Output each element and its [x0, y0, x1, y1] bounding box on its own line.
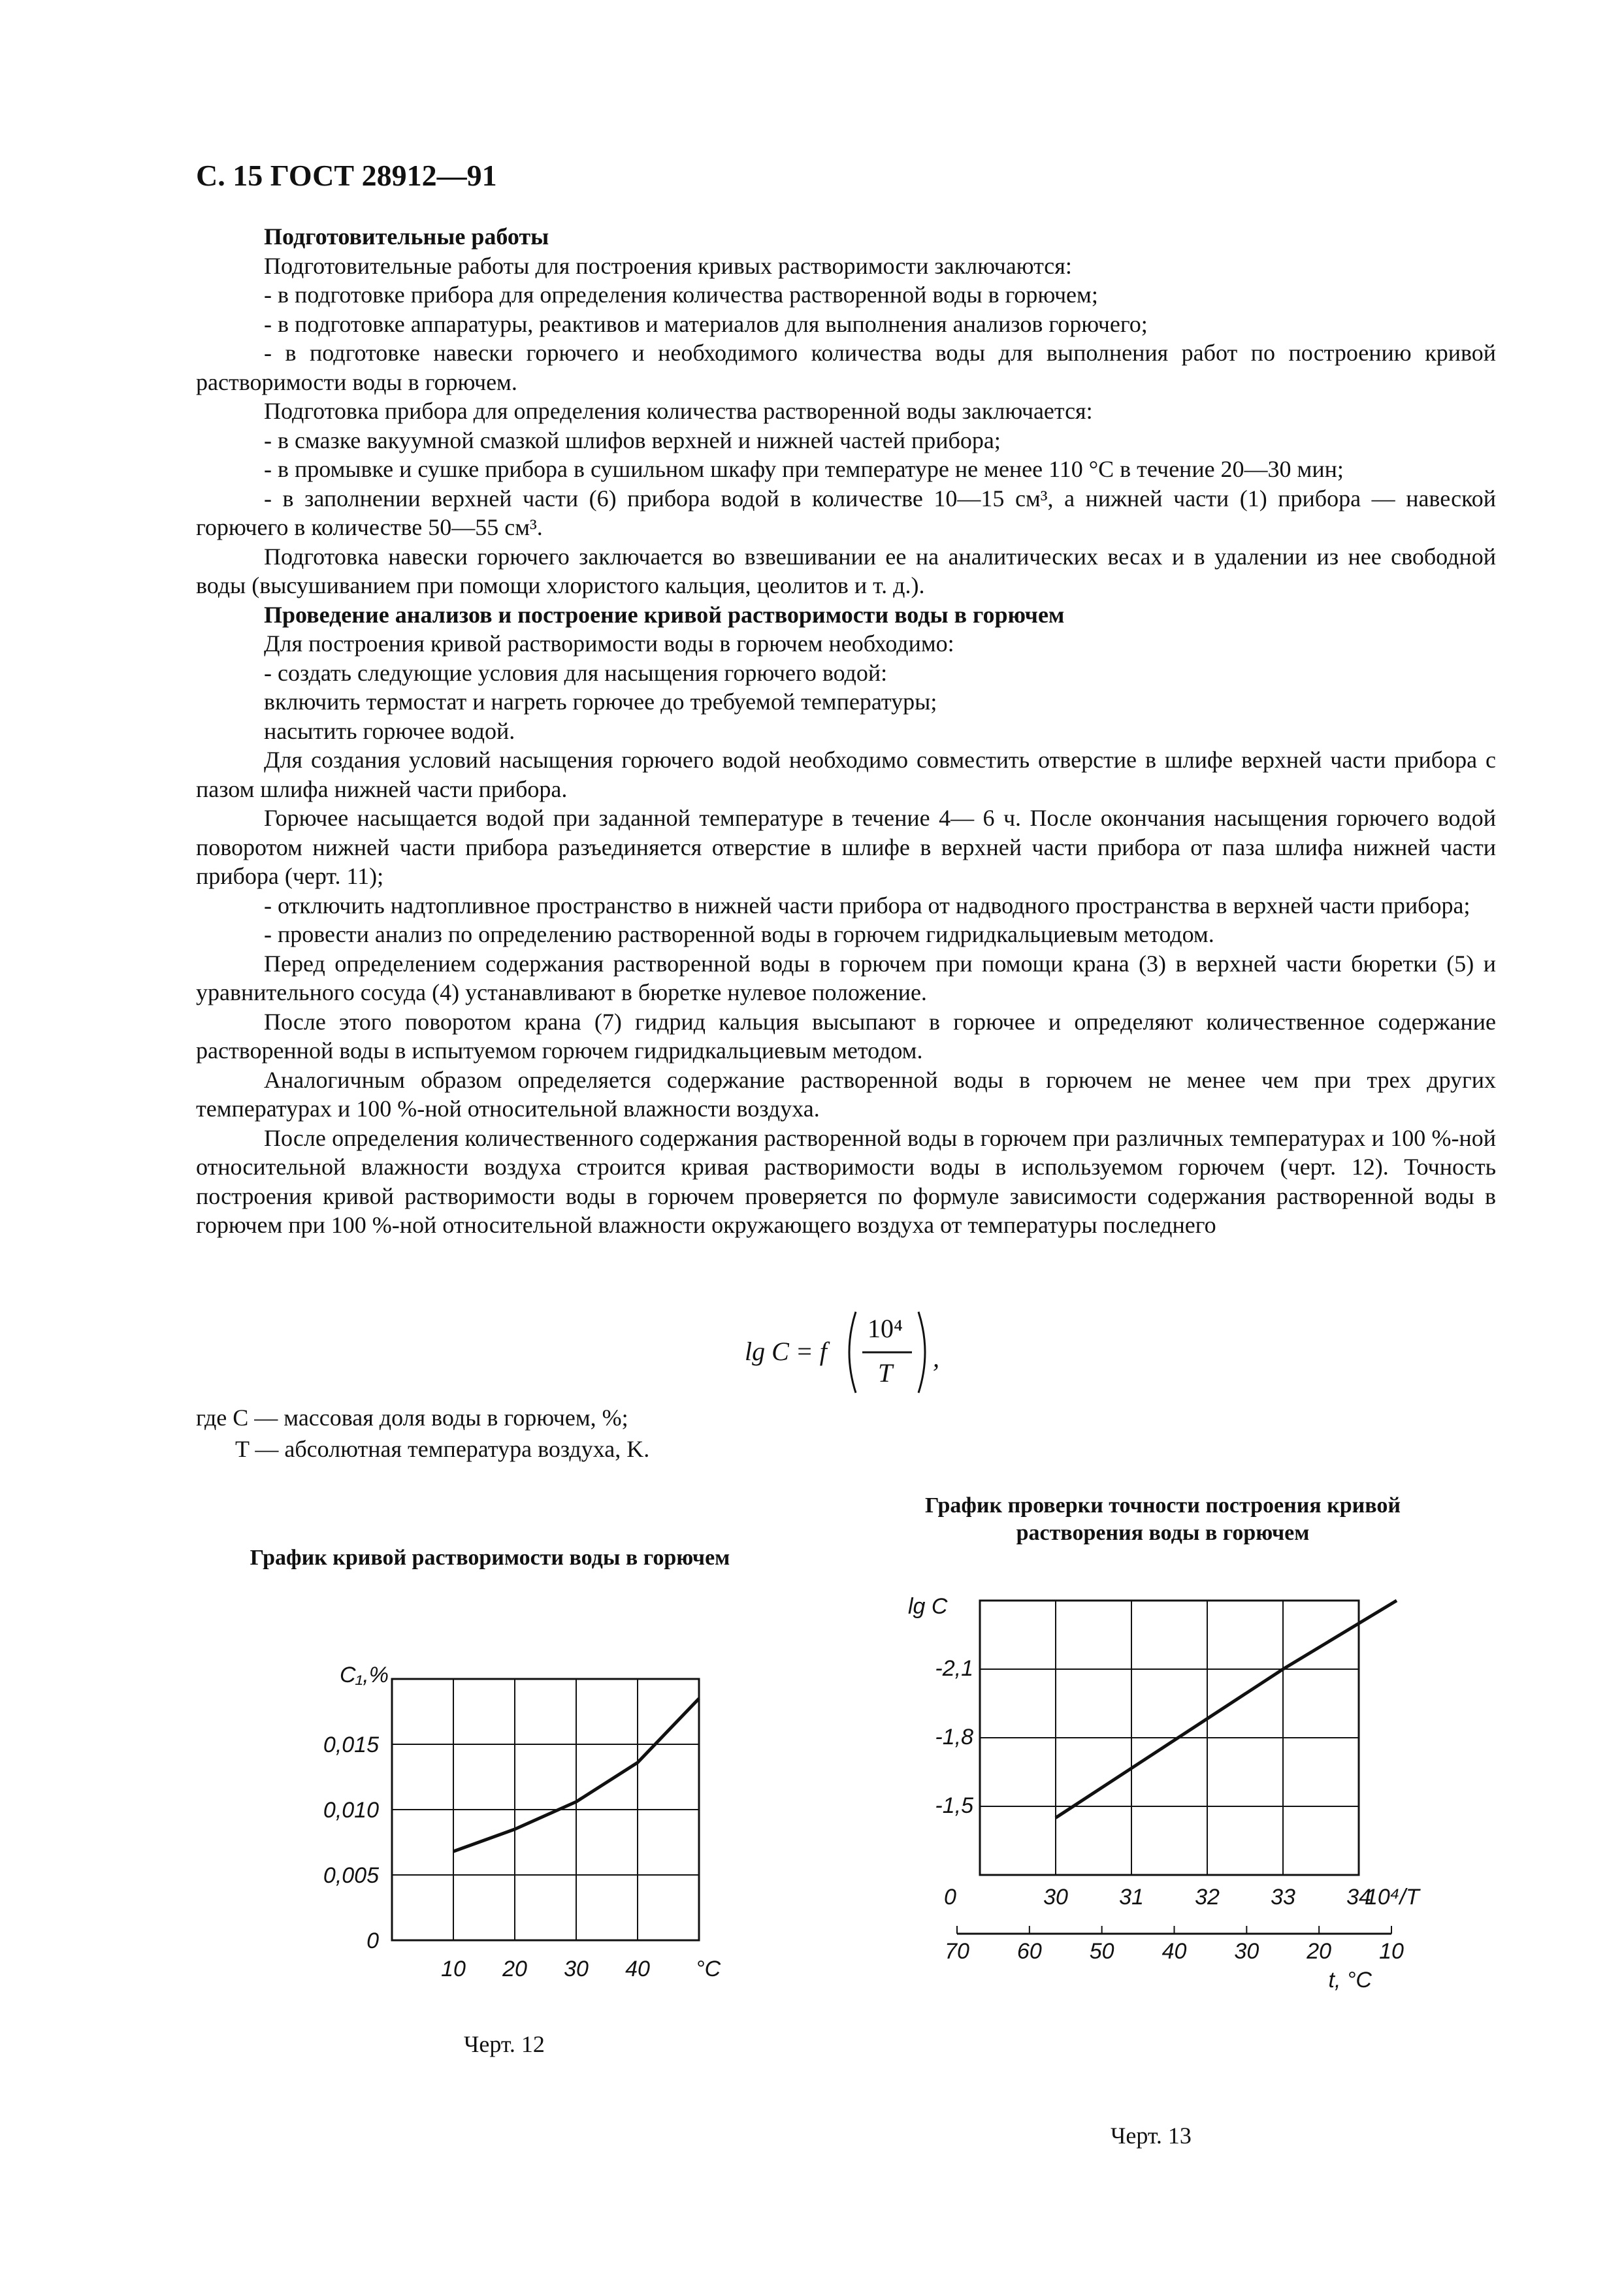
chart12-caption: Черт. 12: [464, 2031, 545, 2057]
paragraph: - в подготовке прибора для определения количества растворенной воды в горючем;: [264, 282, 1098, 308]
y-tick-label: -1,5: [935, 1793, 973, 1818]
paragraph: Подготовка прибора для определения количества растворенной воды заключается:: [264, 398, 1093, 424]
formula-denominator: T: [878, 1358, 893, 1388]
x-tick-label: 30: [564, 1957, 589, 1981]
verification-line: [1056, 1601, 1397, 1818]
y-axis-label: C₁,%: [340, 1663, 389, 1687]
paragraph: Подготовительные работы для построения кривых растворимости заключаются:: [264, 252, 1072, 279]
paragraph: После этого поворотом крана (7) гидрид кальция высыпают в горючее и определяют количественное содержание растворенной воды в испытуемом горючем гидридкальциевым методом.: [196, 1008, 1496, 1064]
secondary-tick-label: 20: [1307, 1939, 1332, 1964]
secondary-tick-label: 60: [1016, 1939, 1042, 1964]
chart13-caption: Черт. 13: [1111, 2123, 1192, 2149]
paragraph: Для построения кривой растворимости воды в горючем необходимо:: [264, 630, 954, 657]
paragraph: - провести анализ по определению растворенной воды в горючем гидридкальциевым методом.: [264, 921, 1214, 947]
x-axis-label: °C: [696, 1957, 721, 1981]
x-tick-label: 31: [1119, 1885, 1144, 1910]
origin-label: 0: [944, 1885, 956, 1910]
body-text: [196, 222, 1496, 1240]
secondary-axis-label: t, °C: [1328, 1968, 1372, 1993]
formula-lhs: lg C = f: [745, 1337, 827, 1366]
where-c: где C — массовая доля воды в горючем, %;: [196, 1405, 628, 1431]
paragraph: Для создания условий насыщения горючего водой необходимо совместить отверстие в шлифе верхней части прибора с пазом шлифа нижней части прибора.: [196, 747, 1496, 802]
secondary-tick-label: 30: [1234, 1939, 1259, 1964]
x-tick-label: 40: [625, 1957, 650, 1981]
secondary-tick-label: 70: [945, 1939, 969, 1964]
y-tick-label: 0,015: [323, 1733, 379, 1757]
x-tick-label: 34: [1346, 1885, 1371, 1910]
paragraph: - создать следующие условия для насыщения горючего водой:: [264, 659, 888, 686]
y-tick-label: 0,005: [323, 1863, 379, 1888]
chart12-title: График кривой растворимости воды в горючем: [250, 1546, 730, 1570]
page-header: С. 15 ГОСТ 28912—91: [196, 159, 497, 192]
paragraph: Горючее насыщается водой при заданной температуре в течение 4— 6 ч. После окончания насыщения горючего водой поворотом нижней части прибора разъединяется отверстие в шлифе в верхней части прибора от паза шлифа нижней части прибора (черт. 11);: [196, 805, 1496, 889]
paragraph: Подготовка навески горючего заключается во взвешивании ее на аналитических весах и в удалении из нее свободной воды (высушиванием при помощи хлористого кальция, цеолитов и т. д.).: [196, 543, 1496, 598]
paragraph: - в подготовке навески горючего и необходимого количества воды для выполнения работ по построению кривой растворимости воды в горючем.: [196, 340, 1496, 395]
paragraph: насытить горючее водой.: [264, 717, 515, 744]
paragraph: - в подготовке аппаратуры, реактивов и материалов для выполнения анализов горючего;: [264, 310, 1148, 337]
secondary-tick-label: 40: [1161, 1939, 1187, 1964]
formula-numerator: 10⁴: [868, 1314, 903, 1343]
y-tick-label: 0: [366, 1929, 379, 1953]
where-block: [196, 1402, 649, 1465]
section-heading: Подготовительные работы: [264, 223, 549, 250]
paragraph: Аналогичным образом определяется содержание растворенной воды в горючем не менее чем при трех других температурах и 100 %-ной относительной влажности воздуха.: [196, 1066, 1496, 1122]
secondary-tick-label: 10: [1379, 1939, 1404, 1964]
paragraph: включить термостат и нагреть горючее до требуемой температуры;: [264, 689, 937, 715]
x-tick-label: 20: [502, 1957, 527, 1981]
x-tick-label: 10: [441, 1957, 466, 1981]
secondary-tick-label: 50: [1089, 1939, 1114, 1964]
chart13-title: График проверки точности построения кривой растворения воды в горючем: [925, 1493, 1401, 1545]
paragraph: Перед определением содержания растворенной воды в горючем при помощи крана (3) в верхней части бюретки (5) и уравнительного сосуда (4) устанавливают в бюретке нулевое положение.: [196, 950, 1496, 1005]
chart12: [307, 1646, 895, 2012]
y-tick-label: -2,1: [935, 1656, 973, 1681]
paragraph: - отключить надтопливное пространство в нижней части прибора от надводного пространства в верхней части прибора;: [264, 892, 1470, 919]
y-tick-label: 0,010: [323, 1798, 379, 1823]
where-t: T — абсолютная температура воздуха, K.: [235, 1436, 650, 1462]
chart13: [882, 1561, 1483, 2019]
paragraph: - в смазке вакуумной смазкой шлифов верхней и нижней частей прибора;: [264, 427, 1001, 453]
x-tick-label: 33: [1271, 1885, 1295, 1910]
x-tick-label: 30: [1043, 1885, 1068, 1910]
formula-trailing: ,: [933, 1343, 939, 1373]
y-tick-label: -1,8: [935, 1725, 973, 1750]
y-axis-label: lg C: [908, 1594, 948, 1619]
paragraph: - в промывке и сушке прибора в сушильном шкафу при температуре не менее 110 °С в течение 20—30 мин;: [264, 456, 1344, 482]
x-axis-label: 10⁴/T: [1365, 1885, 1420, 1910]
x-tick-label: 32: [1195, 1885, 1220, 1910]
paragraph: - в заполнении верхней части (6) прибора водой в количестве 10—15 см³, а нижней части (1) прибора — навеской горючего в количестве 50—55 см³.: [196, 485, 1496, 540]
section-heading: Проведение анализов и построение кривой растворимости воды в горючем: [264, 601, 1065, 628]
paragraph: После определения количественного содержания растворенной воды в горючем при различных температурах и 100 %-ной относительной влажности воздуха строится кривая растворимости воды в используемом горючем (черт. 12). Точность построения кривой растворимости воды в горючем проверяется по формуле зависимости содержания растворенной воды в горючем при 100 %-ной относительной влажности окружающего воздуха от температуры последнего: [196, 1124, 1496, 1238]
